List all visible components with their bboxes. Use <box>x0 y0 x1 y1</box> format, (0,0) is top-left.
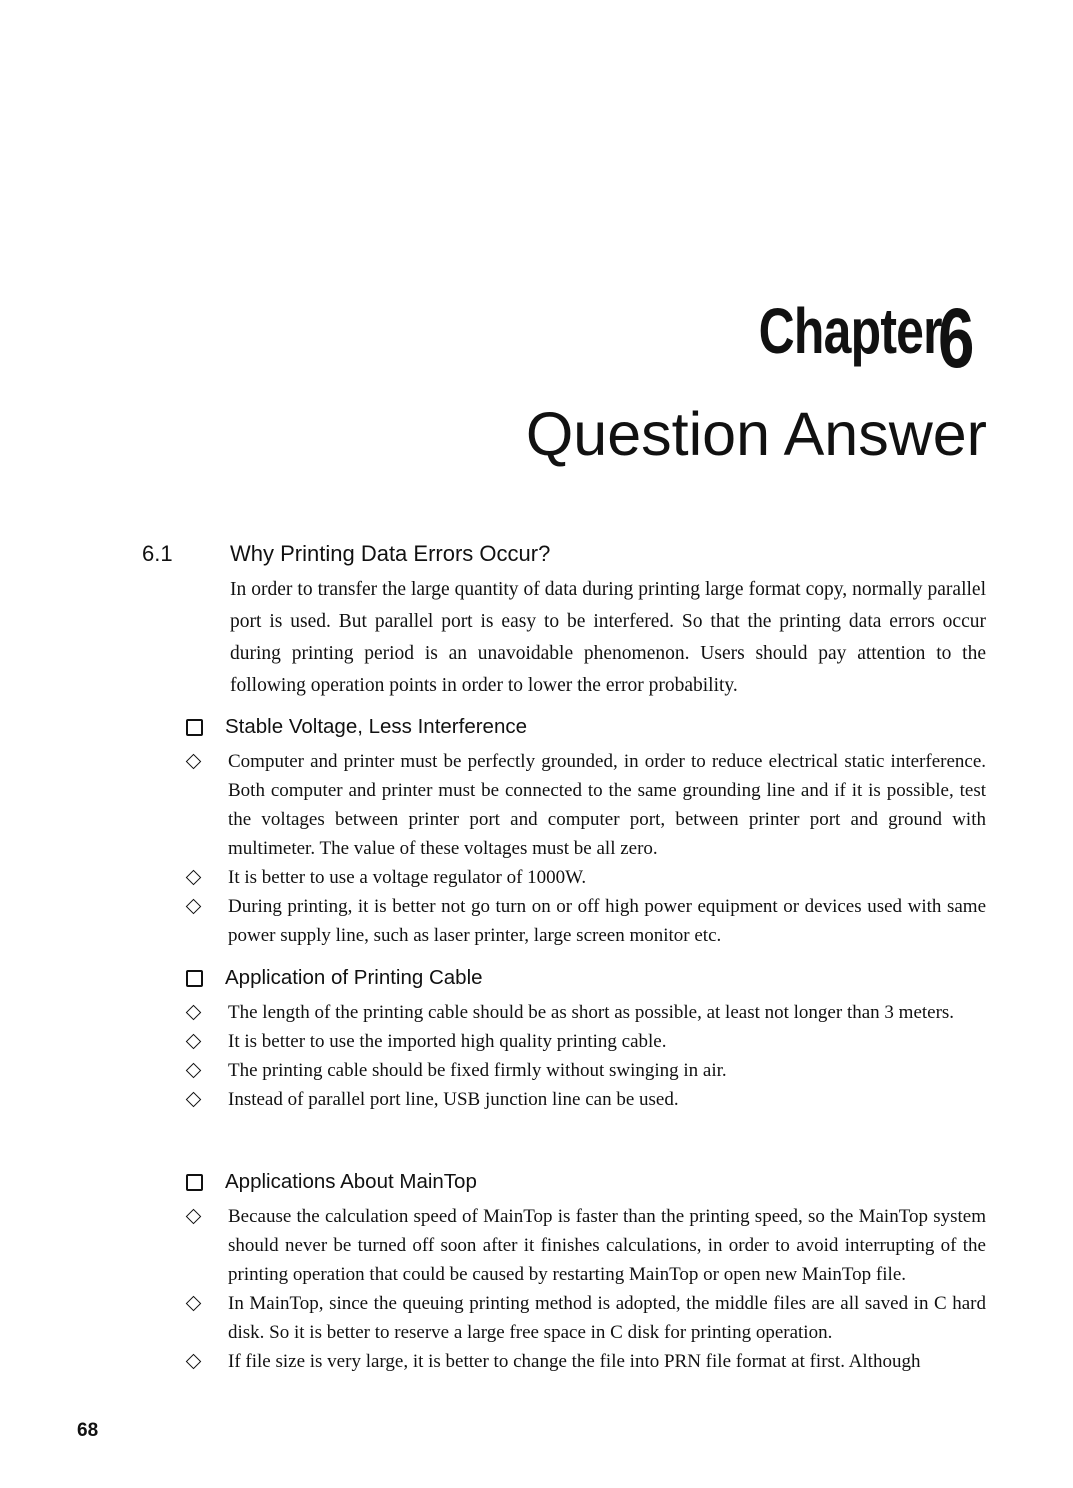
list-item: Computer and printer must be perfectly grounded, in order to reduce electrical static interference. Both computer and printer must be connected to the same grounding line and if it is possible, test the voltages between printer port and computer port, between printer port and ground with multimeter. The value of these voltages must be all zero. <box>186 747 986 863</box>
diamond-bullet-icon <box>186 1354 202 1370</box>
section-heading <box>142 540 1002 568</box>
diamond-bullet-icon <box>186 1296 202 1312</box>
subsection-heading <box>186 965 986 991</box>
subsection-heading <box>186 1169 986 1195</box>
list-item: If file size is very large, it is better to change the file into PRN file format at first. Although <box>186 1347 986 1376</box>
diamond-bullet-icon <box>186 1063 202 1079</box>
list-item: During printing, it is better not go turn on or off high power equipment or devices used with same power supply line, such as laser printer, large screen monitor etc. <box>186 892 986 950</box>
subsection-title: Applications About MainTop <box>225 1170 477 1193</box>
list-item: Instead of parallel port line, USB junction line can be used. <box>186 1085 986 1114</box>
diamond-bullet-icon <box>186 754 202 770</box>
diamond-bullet-icon <box>186 1005 202 1021</box>
list-item: Because the calculation speed of MainTop is faster than the printing speed, so the MainTop system should never be turned off soon after it finishes calculations, in order to avoid interrupting of the printing operation that could be caused by restarting MainTop or open new MainTop file. <box>186 1202 986 1289</box>
checkbox-square-icon <box>186 1174 203 1191</box>
subsection-title: Stable Voltage, Less Interference <box>225 715 528 738</box>
chapter-title: Question Answer <box>525 400 987 468</box>
chapter-heading <box>707 282 985 385</box>
diamond-bullet-icon <box>186 870 202 886</box>
section-title: Why Printing Data Errors Occur? <box>230 541 551 566</box>
diamond-bullet-icon <box>186 1209 202 1225</box>
section-intro-paragraph: In order to transfer the large quantity of data during printing large format copy, normally parallel port is used. But parallel port is easy to be interfered. So that the printing data errors occur during printing period is an unavoidable phenomenon. Users should pay attention to the following operation points in order to lower the error probability. <box>230 579 986 696</box>
list-item: It is better to use a voltage regulator of 1000W. <box>186 863 986 892</box>
subsection-title: Application of Printing Cable <box>225 966 483 989</box>
bullet-list <box>186 747 986 950</box>
checkbox-square-icon <box>186 719 203 736</box>
subsection-heading <box>186 714 986 740</box>
list-item: The printing cable should be fixed firmly without swinging in air. <box>186 1056 986 1085</box>
bullet-list <box>186 1202 986 1376</box>
diamond-bullet-icon <box>186 899 202 915</box>
chapter-label: Chapter <box>759 295 943 367</box>
diamond-bullet-icon <box>186 1034 202 1050</box>
list-item: It is better to use the imported high quality printing cable. <box>186 1027 986 1056</box>
section-number: 6.1 <box>142 541 173 566</box>
list-item: In MainTop, since the queuing printing method is adopted, the middle files are all saved in C hard disk. So it is better to reserve a large free space in C disk for printing operation. <box>186 1289 986 1347</box>
list-item: The length of the printing cable should be as short as possible, at least not longer than 3 meters. <box>186 998 986 1027</box>
diamond-bullet-icon <box>186 1092 202 1108</box>
chapter-number: 6 <box>938 291 975 385</box>
page-number: 68 <box>77 1420 99 1441</box>
checkbox-square-icon <box>186 970 203 987</box>
bullet-list <box>186 998 986 1114</box>
